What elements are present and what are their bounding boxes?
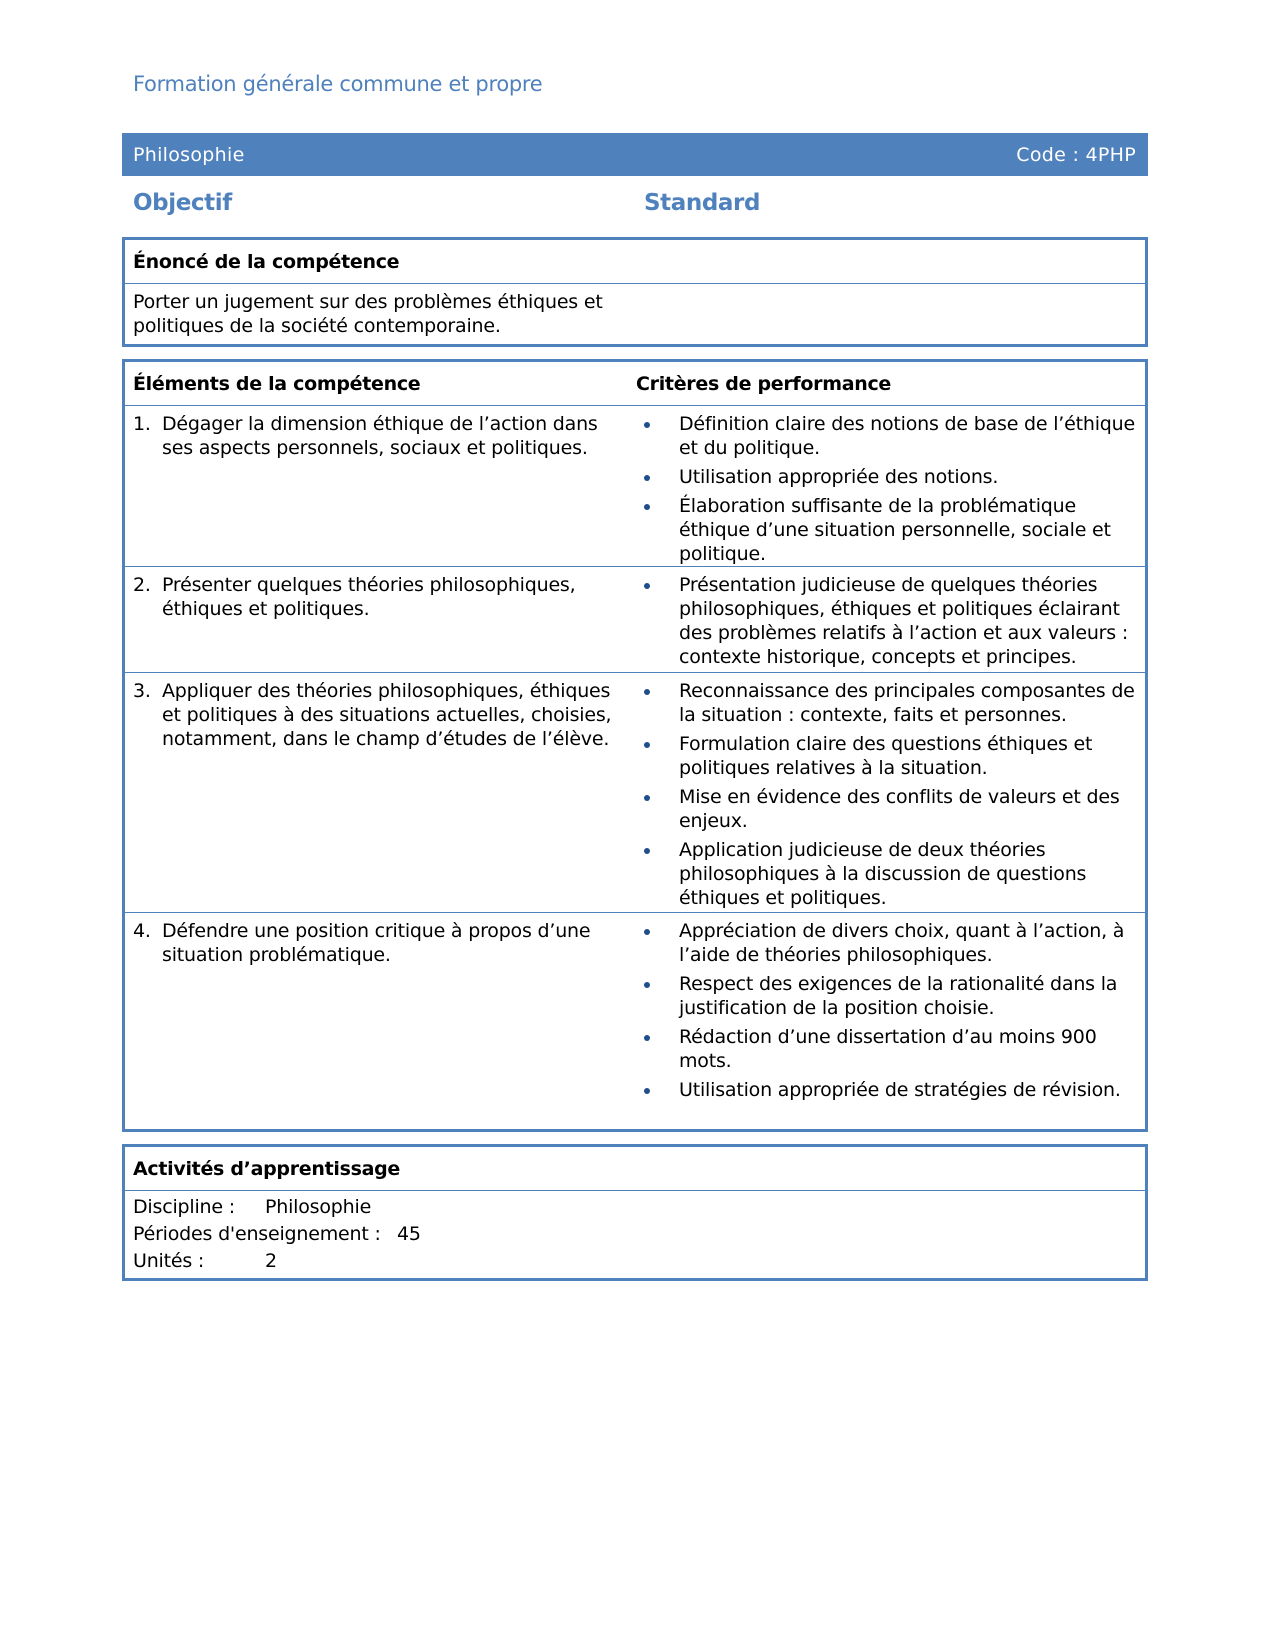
elements-heading: Éléments de la compétence (133, 372, 421, 395)
elements-table-header (125, 362, 1145, 406)
course-header-bar (122, 133, 1148, 176)
activites-header (125, 1147, 1145, 1191)
criterion-item: Mise en évidence des conflits de valeurs et des enjeux. (636, 785, 1137, 833)
bullet-icon (636, 732, 679, 780)
criteria-cell (628, 673, 1145, 912)
criterion-item: Reconnaissance des principales composantes de la situation : contexte, faits et personnes. (636, 679, 1137, 727)
periodes-line (133, 1221, 1137, 1248)
periodes-label: Périodes d'enseignement : (133, 1223, 381, 1245)
page-title: Formation générale commune et propre (133, 72, 543, 96)
element-text: Présenter quelques théories philosophiques, éthiques et politiques. (162, 574, 576, 620)
enonce-header (125, 240, 1145, 284)
criterion-item: Élaboration suffisante de la problématique éthique d’une situation personnelle, sociale et politique. (636, 494, 1137, 566)
bullet-icon (636, 1025, 679, 1073)
table-row (125, 913, 1145, 1109)
enonce-text: Porter un jugement sur des problèmes éthiques et politiques de la société contemporaine. (133, 291, 603, 337)
discipline-line (133, 1194, 1137, 1221)
discipline-value: Philosophie (265, 1196, 372, 1218)
criterion-item: Respect des exigences de la rationalité dans la justification de la position choisie. (636, 972, 1137, 1020)
criterion-item: Utilisation appropriée des notions. (636, 465, 1137, 489)
table-row (125, 567, 1145, 673)
bullet-icon (636, 412, 679, 460)
criterion-item: Formulation claire des questions éthiques et politiques relatives à la situation. (636, 732, 1137, 780)
course-name: Philosophie (133, 143, 245, 166)
enonce-section (122, 237, 1148, 347)
bullet-icon (636, 573, 679, 669)
bullet-icon (636, 494, 679, 566)
objectif-heading: Objectif (133, 190, 232, 216)
element-cell (125, 913, 628, 1109)
table-row (125, 406, 1145, 567)
activites-section (122, 1144, 1148, 1281)
element-number: 1. (133, 413, 151, 435)
bullet-icon (636, 785, 679, 833)
criterion-item: Appréciation de divers choix, quant à l’action, à l’aide de théories philosophiques. (636, 919, 1137, 967)
bullet-icon (636, 1078, 679, 1102)
element-cell (125, 673, 628, 912)
activites-body (125, 1191, 1145, 1275)
table-row (125, 673, 1145, 913)
unites-label: Unités : (133, 1250, 205, 1272)
unites-value: 2 (265, 1250, 277, 1272)
element-cell (125, 406, 628, 566)
criteria-cell (628, 406, 1145, 566)
criterion-item: Présentation judicieuse de quelques théories philosophiques, éthiques et politiques éclairant des problèmes relatifs à l’action et aux valeurs : contexte historique, concepts et principes. (636, 573, 1137, 669)
criteria-cell (628, 567, 1145, 672)
criterion-item: Rédaction d’une dissertation d’au moins 900 mots. (636, 1025, 1137, 1073)
activites-heading: Activités d’apprentissage (133, 1157, 400, 1180)
bullet-icon (636, 679, 679, 727)
bullet-icon (636, 972, 679, 1020)
element-text: Appliquer des théories philosophiques, éthiques et politiques à des situations actuelles, choisies, notamment, dans le champ d’études de l’élève. (162, 680, 612, 750)
element-number: 2. (133, 574, 151, 596)
standard-heading: Standard (644, 190, 761, 216)
element-number: 4. (133, 920, 151, 942)
bullet-icon (636, 919, 679, 967)
periodes-value: 45 (397, 1223, 421, 1245)
bullet-icon (636, 838, 679, 910)
column-headings (133, 190, 1143, 224)
element-text: Défendre une position critique à propos d’une situation problématique. (162, 920, 591, 966)
criteria-cell (628, 913, 1145, 1109)
element-text: Dégager la dimension éthique de l’action dans ses aspects personnels, sociaux et politiques. (162, 413, 598, 459)
element-number: 3. (133, 680, 151, 702)
criterion-item: Utilisation appropriée de stratégies de révision. (636, 1078, 1137, 1102)
element-cell (125, 567, 628, 672)
unites-line (133, 1248, 1137, 1275)
bullet-icon (636, 465, 679, 489)
discipline-label: Discipline : (133, 1196, 235, 1218)
criterion-item: Application judicieuse de deux théories philosophiques à la discussion de questions éthiques et politiques. (636, 838, 1137, 910)
criteres-heading: Critères de performance (636, 372, 892, 395)
elements-table (122, 359, 1148, 1132)
enonce-heading: Énoncé de la compétence (133, 250, 400, 273)
criterion-item: Définition claire des notions de base de l’éthique et du politique. (636, 412, 1137, 460)
course-code: Code : 4PHP (1016, 143, 1136, 166)
